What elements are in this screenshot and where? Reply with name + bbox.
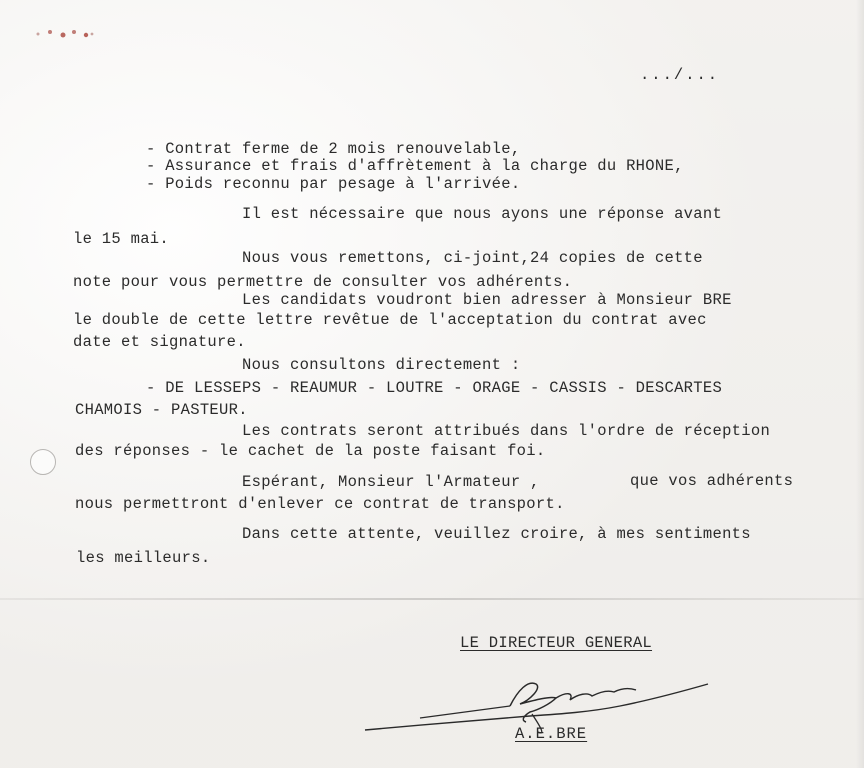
closing-line1: Dans cette attente, veuillez croire, à mes sentiments (242, 525, 751, 543)
paper-fold (0, 598, 864, 600)
ship-list-line2: CHAMOIS - PASTEUR. (75, 401, 248, 419)
punch-hole (30, 449, 56, 475)
condition-item: - Poids reconnu par pesage à l'arrivée. (146, 175, 521, 193)
condition-item: - Assurance et frais d'affrètement à la charge du RHONE, (146, 157, 684, 175)
page-continuation-marker: .../... (640, 66, 720, 84)
paragraph-candidates-line1: Les candidats voudront bien adresser à Monsieur BRE (242, 291, 732, 309)
paragraph-deadline-line2: le 15 mai. (73, 230, 170, 248)
signatory-name: A.E.BRE (515, 725, 588, 743)
paragraph-candidates-line2: le double de cette lettre revêtue de l'acceptation du contrat avec (73, 311, 707, 329)
paragraph-deadline-line1: Il est nécessaire que nous ayons une réponse avant (242, 205, 723, 223)
paragraph-hope-line1-cont: que vos adhérents (630, 472, 794, 490)
paper-edge (856, 0, 864, 768)
paragraph-hope-line2: nous permettront d'enlever ce contrat de transport. (75, 495, 565, 513)
paragraph-award-line2: des réponses - le cachet de la poste faisant foi. (75, 442, 546, 460)
signatory-title: LE DIRECTEUR GENERAL (460, 634, 653, 652)
paragraph-candidates-line3: date et signature. (73, 333, 246, 351)
ship-list-line1: - DE LESSEPS - REAUMUR - LOUTRE - ORAGE - CASSIS - DESCARTES (146, 379, 723, 397)
paragraph-copies-line1: Nous vous remettons, ci-joint,24 copies de cette (242, 249, 703, 267)
ink-stain (30, 20, 110, 50)
closing-line2: les meilleurs. (76, 549, 211, 567)
paragraph-award-line1: Les contrats seront attribués dans l'ordre de réception (242, 422, 771, 440)
paragraph-copies-line2: note pour vous permettre de consulter vos adhérents. (73, 273, 573, 291)
paragraph-hope-line1: Espérant, Monsieur l'Armateur , (242, 473, 540, 491)
paragraph-consult-line1: Nous consultons directement : (242, 356, 521, 374)
condition-item: - Contrat ferme de 2 mois renouvelable, (146, 140, 521, 158)
